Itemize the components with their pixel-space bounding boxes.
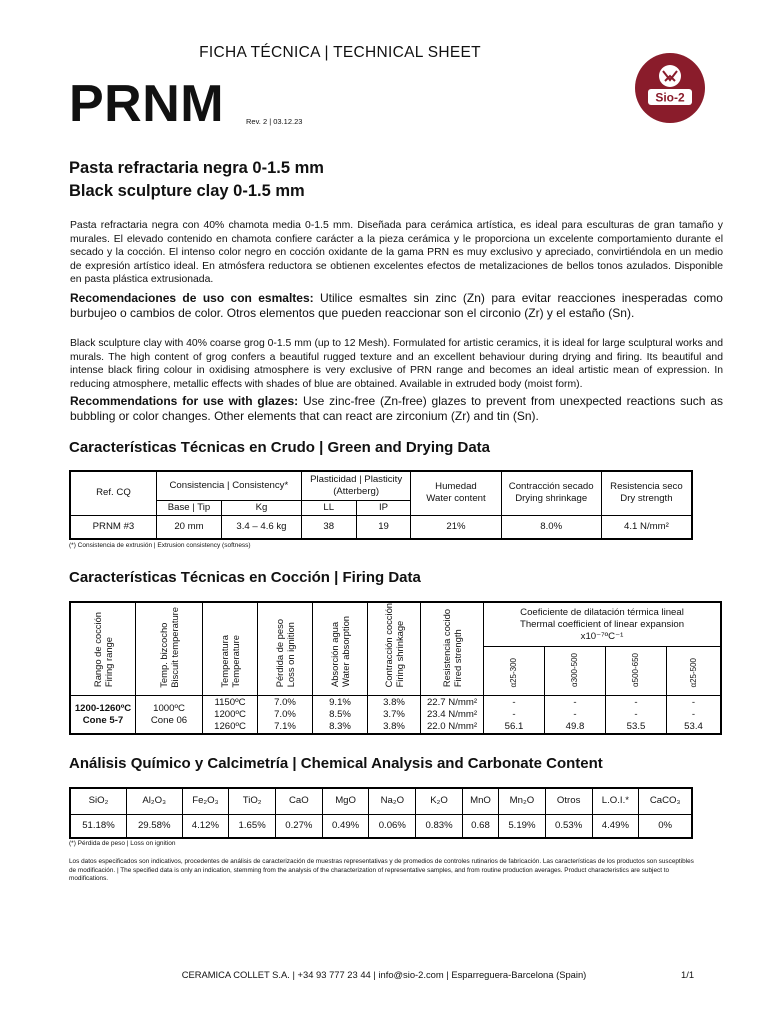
cell-loss-3: 7.1% — [274, 720, 296, 732]
chem-header-cell: K₂O — [416, 788, 463, 814]
cell-shrink: 8.0% — [501, 515, 601, 539]
revision-label: Rev. 2 | 03.12.23 — [246, 117, 303, 126]
alpha-25-500-label: α25-500 — [688, 657, 698, 688]
cell-a4-3: 53.4 — [684, 720, 703, 732]
cell-temp-3: 1260ºC — [214, 720, 246, 732]
header-absorption — [313, 602, 368, 696]
cell-absorption — [313, 696, 368, 734]
recommendation-en-label: Recommendations for use with glazes: — [70, 394, 299, 408]
header-firing-shrinkage — [368, 602, 421, 696]
cell-humidity: 21% — [411, 515, 501, 539]
cell-alpha-25-300 — [484, 696, 545, 734]
cell-a2-1: - — [573, 696, 577, 708]
chem-header-row — [70, 788, 692, 814]
chem-value-cell: 4.49% — [592, 814, 639, 838]
header-coef-3: x10⁻⁷ºC⁻¹ — [580, 630, 624, 642]
header-base: Base | Tip — [156, 500, 221, 515]
header-firing-range — [70, 602, 136, 696]
chem-header-cell: Na₂O — [369, 788, 416, 814]
header-firing-range-2: Firing range — [103, 637, 114, 688]
recommendation-es — [70, 291, 723, 321]
header-plasticity-1: Plasticidad | Plasticity — [310, 473, 403, 485]
cell-ref: PRNM #3 — [70, 515, 156, 539]
header-alpha-25-300 — [484, 647, 545, 696]
chem-value-cell: 0.27% — [275, 814, 322, 838]
header-consistency: Consistencia | Consistency* — [156, 471, 301, 500]
chem-header-cell: MgO — [322, 788, 369, 814]
cell-kg: 3.4 – 4.6 kg — [222, 515, 302, 539]
header-coef-2: Thermal coefficient of linear expansion — [519, 618, 685, 630]
chem-header-cell: Fe₂O₃ — [182, 788, 229, 814]
chem-value-cell: 0.06% — [369, 814, 416, 838]
header-humidity — [411, 471, 501, 515]
header-shrink-2: Drying shrinkage — [515, 493, 588, 505]
alpha-500-650-label: α500-650 — [631, 653, 640, 688]
cell-absorption-1: 9.1% — [329, 696, 351, 708]
chem-value-cell: 0.49% — [322, 814, 369, 838]
chem-value-cell: 0.83% — [416, 814, 463, 838]
header-biscuit-2: Biscuit temperature — [169, 606, 180, 688]
header-absorption-2: Water absorption — [340, 616, 351, 688]
header-loss-2: Loss on ignition — [285, 622, 296, 688]
header-dry-strength — [601, 471, 692, 515]
section-title-chemical: Análisis Químico y Calcimetría | Chemical Analysis and Carbonate Content — [69, 755, 603, 772]
recommendation-es-label: Recomendaciones de uso con esmaltes: — [70, 291, 314, 305]
cell-alpha-300-500 — [545, 696, 606, 734]
chem-header-cell: Otros — [545, 788, 592, 814]
header-biscuit-1: Temp. bizcocho — [158, 622, 169, 688]
chem-header-cell: MnO — [462, 788, 498, 814]
header-alpha-25-500 — [667, 647, 722, 696]
cell-a3-1: - — [634, 696, 638, 708]
header-strength-2: Dry strength — [620, 493, 673, 505]
cell-a2-2: - — [573, 708, 577, 720]
cell-a1-3: 56.1 — [504, 720, 524, 732]
logo-text: Sio-2 — [655, 90, 685, 105]
header-kg: Kg — [222, 500, 302, 515]
cell-temp-1: 1150ºC — [214, 696, 246, 708]
header-firing-range-1: Rango de cocción — [92, 612, 103, 688]
cell-a4-2: - — [691, 708, 696, 720]
green-data-table — [69, 470, 693, 540]
cell-alpha-25-500 — [667, 696, 722, 734]
title-es: Pasta refractaria negra 0-1.5 mm — [69, 159, 324, 177]
chem-header-cell: SiO₂ — [70, 788, 126, 814]
chemical-analysis-table — [69, 787, 693, 839]
chem-header-cell: L.O.I.* — [592, 788, 639, 814]
cell-temperatures — [203, 696, 258, 734]
cell-range-1: 1200-1260ºC — [74, 702, 132, 714]
sheet-title: FICHA TÉCNICA | TECHNICAL SHEET — [199, 44, 481, 61]
disclaimer: Los datos especificados son indicativos, procedentes de análisis de caracterización de muestras representativas y de promedios de controles rutinarios de fabricación. Las características de los productos son susceptibles de modificación. | The specified data is only an indication, stemming from the analysis of the characterization of representative samples, and from routine production averages. Product characteristics are subject to modifications. — [69, 858, 694, 882]
cell-alpha-500-650 — [606, 696, 667, 734]
header-firing-shrinkage-1: Contracción cocción — [383, 603, 394, 688]
cell-range-2: Cone 5-7 — [82, 714, 124, 726]
cell-a3-2: - — [634, 708, 638, 720]
header-fired-strength — [421, 602, 484, 696]
alpha-25-300-label: α25-300 — [509, 657, 518, 688]
firing-data-table — [69, 601, 722, 735]
description-en: Black sculpture clay with 40% coarse grog 0-1.5 mm (up to 12 Mesh). Formulated for artistic ceramics, it is ideal for large sculptural works and murals. The high content of grog confers a beautiful rugged texture and an excellent behaviour during drying and firing. Its beautiful and intense black firing colour in oxidising atmosphere is very exclusive of PRN range and becomes an ideal artistic mean of expression. In reducing atmosphere, metallic effects with shades of blue are obtained. Available in extruded body (moist form). — [70, 338, 723, 390]
cell-strength-1: 22.7 N/mm² — [426, 696, 478, 708]
cell-a1-1: - — [512, 696, 516, 708]
description-es: Pasta refractaria negra con 40% chamota media 0-1.5 mm. Diseñada para cerámica artística, es ideal para esculturas de gran tamaño y murales. El elevado contenido en chamota confiere carácter a la pieza cerámica y le proporciona un excelente comportamiento durante el secado y la cocción. El intenso color negro en cocción oxidante de la gama PRN es muy exclusivo y apreciado, convirtiéndola en un medio de expresión artístico ideal. En atmósfera reductora se obtienen excelentes efectos de metalizaciones de bellos tonos azulados. Disponible en pasta plástica extrusionada. — [70, 220, 723, 286]
header-ref: Ref. CQ — [70, 471, 156, 515]
footer-contact: CERAMICA COLLET S.A. | +34 93 777 23 44 | info@sio-2.com | Esparreguera-Barcelona (Spain) — [181, 969, 587, 980]
cell-biscuit-2: Cone 06 — [150, 714, 188, 726]
header-fired-strength-1: Resistencia cocido — [441, 609, 452, 688]
cell-ll: 38 — [301, 515, 356, 539]
cell-firing-range — [70, 696, 136, 734]
header-humidity-2: Water content — [426, 493, 486, 505]
cell-loss-1: 7.0% — [274, 696, 296, 708]
chem-value-cell: 5.19% — [499, 814, 546, 838]
header-drying-shrinkage — [501, 471, 601, 515]
header-humidity-1: Humedad — [435, 481, 477, 493]
cell-absorption-3: 8.3% — [329, 720, 351, 732]
recommendation-en-text: Use zinc-free (Zn-free) glazes to prevent from unexpected reactions such as bubbling or color changes. Other elements that can react are zirconium (Zr) and tin (Sn). — [70, 394, 724, 423]
consistency-note: (*) Consistencia de extrusión | Extrusion consistency (softness) — [69, 542, 251, 549]
chem-header-cell: CaCO₃ — [639, 788, 692, 814]
cell-temp-2: 1200ºC — [214, 708, 246, 720]
chem-value-cell: 0.68 — [462, 814, 498, 838]
header-coef-1: Coeficiente de dilatación térmica lineal — [520, 606, 684, 618]
cell-strength — [421, 696, 484, 734]
loi-note: (*) Pérdida de peso | Loss on ignition — [69, 840, 176, 847]
cell-shrinkage — [368, 696, 421, 734]
cell-a1-2: - — [512, 708, 516, 720]
header-plasticity-2: (Atterberg) — [333, 485, 380, 497]
product-code: PRNM — [69, 75, 225, 133]
section-title-firing: Características Técnicas en Cocción | Firing Data — [69, 569, 421, 586]
cell-shrinkage-2: 3.7% — [383, 708, 405, 720]
header-temperature — [203, 602, 258, 696]
page-number: 1/1 — [681, 969, 695, 980]
chem-value-cell: 51.18% — [70, 814, 126, 838]
cell-biscuit — [136, 696, 203, 734]
header-fired-strength-2: Fired strength — [452, 629, 463, 688]
company-logo — [634, 52, 706, 124]
section-title-green: Características Técnicas en Crudo | Green and Drying Data — [69, 439, 491, 456]
header-shrink-1: Contracción secado — [508, 481, 594, 493]
title-en: Black sculpture clay 0-1.5 mm — [69, 182, 305, 200]
chem-header-cell: CaO — [275, 788, 322, 814]
alpha-300-500-label: α300-500 — [570, 653, 579, 688]
header-loss — [258, 602, 313, 696]
cell-biscuit-1: 1000ºC — [153, 702, 185, 714]
header-biscuit — [136, 602, 203, 696]
cell-strength-2: 23.4 N/mm² — [426, 708, 478, 720]
header-loss-1: Pérdida de peso — [274, 619, 285, 688]
cell-shrinkage-3: 3.8% — [383, 720, 405, 732]
cell-ip: 19 — [356, 515, 411, 539]
chem-value-cell: 0% — [639, 814, 692, 838]
header-ll: LL — [301, 500, 356, 515]
header-plasticity — [301, 471, 411, 500]
chem-header-cell: Mn₂O — [499, 788, 546, 814]
header-alpha-500-650 — [606, 647, 667, 696]
cell-loss — [258, 696, 313, 734]
header-strength-1: Resistencia seco — [610, 481, 683, 493]
cell-strength-3: 22.0 N/mm² — [426, 720, 478, 732]
chem-header-cell: Al₂O₃ — [126, 788, 182, 814]
cell-loss-2: 7.0% — [274, 708, 296, 720]
chem-value-row — [70, 814, 692, 838]
cell-strength: 4.1 N/mm² — [601, 515, 692, 539]
recommendation-en — [70, 394, 723, 424]
header-absorption-1: Absorción agua — [329, 622, 340, 688]
header-alpha-300-500 — [545, 647, 606, 696]
header-firing-shrinkage-2: Firing shrinkage — [394, 620, 405, 688]
chem-header-cell: TiO₂ — [229, 788, 276, 814]
cell-a4-1: - — [691, 696, 696, 708]
chem-value-cell: 1.65% — [229, 814, 276, 838]
cell-a2-3: 49.8 — [565, 720, 585, 732]
chem-value-cell: 29.58% — [126, 814, 182, 838]
header-ip: IP — [356, 500, 411, 515]
chem-value-cell: 0.53% — [545, 814, 592, 838]
cell-base: 20 mm — [156, 515, 221, 539]
header-thermal-coefficient — [484, 602, 722, 647]
cell-a3-3: 53.5 — [626, 720, 646, 732]
chem-value-cell: 4.12% — [182, 814, 229, 838]
cell-absorption-2: 8.5% — [329, 708, 351, 720]
header-temperature-1: Temperatura — [219, 634, 230, 688]
recommendation-es-text: Utilice esmaltes sin zinc (Zn) para evitar reacciones inesperadas como burbujeo o cambios de color. Otros elementos que pueden reaccionar son el circonio (Zr) y el estaño (Sn). — [70, 291, 723, 320]
header-temperature-2: Temperature — [230, 634, 241, 688]
cell-shrinkage-1: 3.8% — [383, 696, 405, 708]
